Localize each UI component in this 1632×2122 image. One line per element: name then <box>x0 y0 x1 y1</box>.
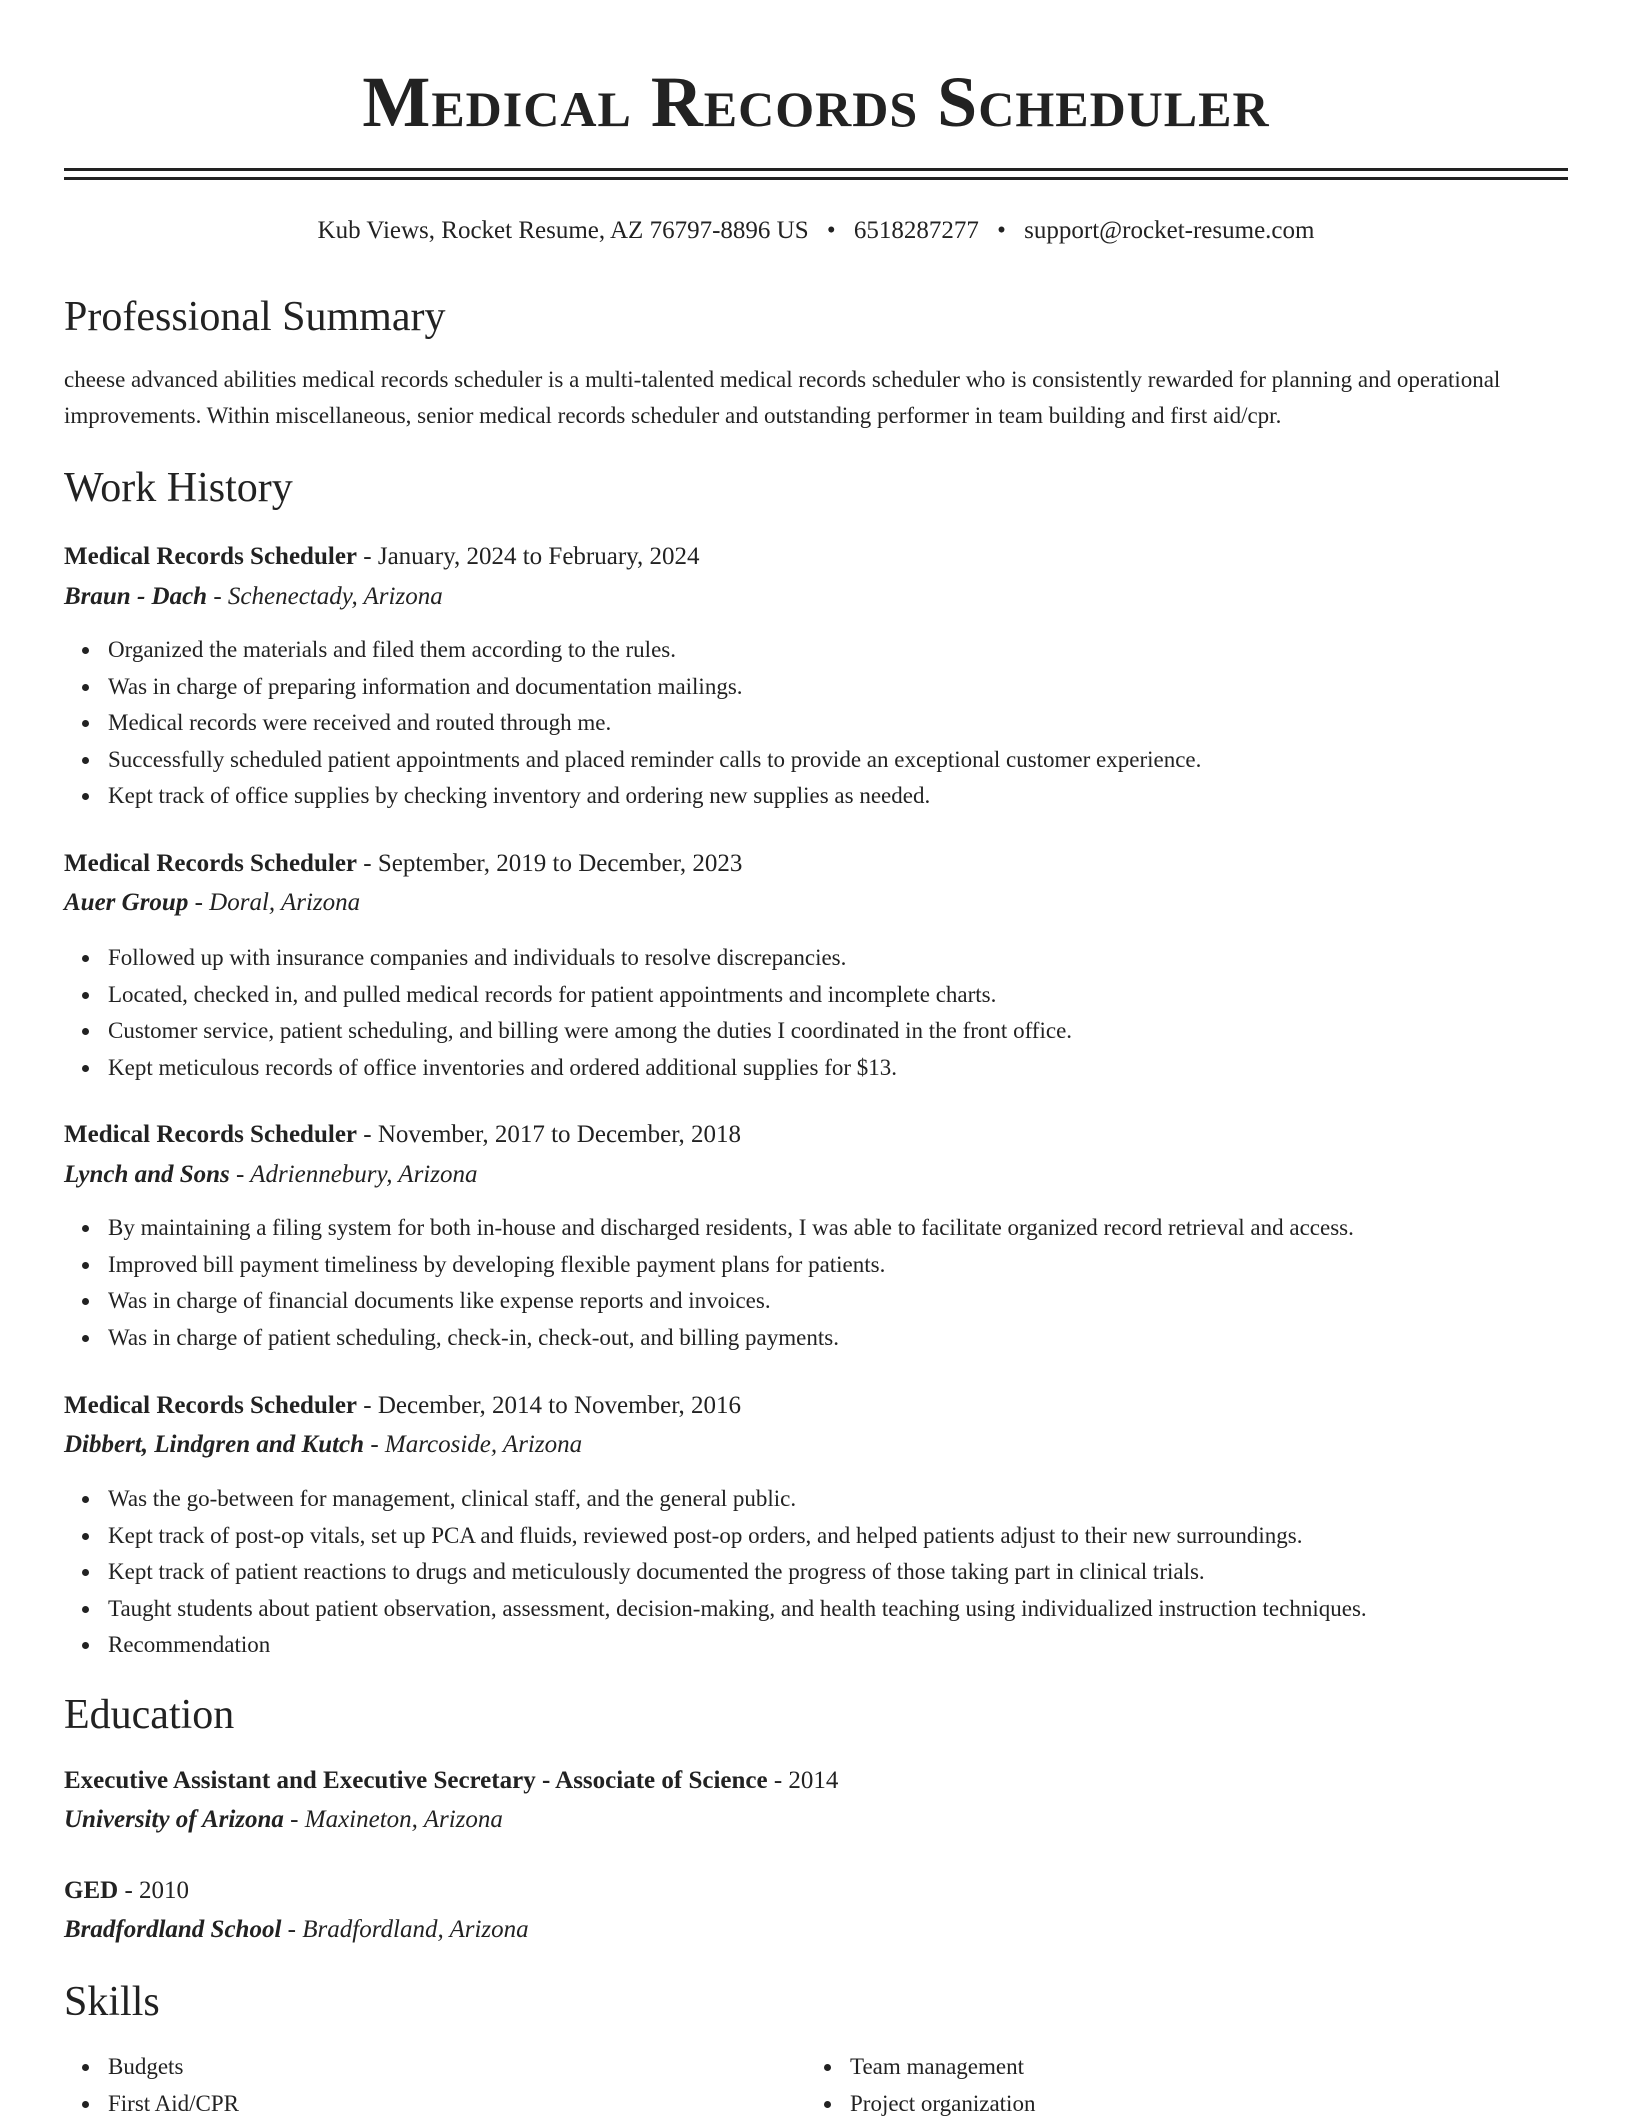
education-school: University of Arizona <box>64 1806 284 1833</box>
education-school: Bradfordland School <box>64 1916 281 1943</box>
list-item: Medical records were received and routed through me. <box>108 705 1201 742</box>
job-company: Lynch and Sons <box>64 1161 230 1188</box>
list-item: Project organization <box>850 2086 1550 2122</box>
section-title-work-history: Work History <box>64 463 293 513</box>
skills-list-right <box>850 2049 1550 2122</box>
education-location: - Maxineton, Arizona <box>284 1806 503 1833</box>
bullet-icon <box>82 1642 89 1649</box>
bullet-icon <box>82 955 89 962</box>
job-role: Medical Records Scheduler <box>64 1392 357 1419</box>
education-degree-line <box>64 1874 189 1908</box>
education-location: - Bradfordland, Arizona <box>281 1916 528 1943</box>
contact-address: Kub Views, Rocket Resume, AZ 76797-8896 US <box>318 217 809 244</box>
job-bullets <box>108 940 1072 1086</box>
list-item: By maintaining a filing system for both in-house and discharged residents, I was able to facilitate organized record retrieval and access. <box>108 1210 1354 1247</box>
job-company: Braun - Dach <box>64 583 207 610</box>
bullet-icon <box>82 1298 89 1305</box>
bullet-icon <box>82 793 89 800</box>
job-bullets <box>108 632 1201 815</box>
job-dates: - November, 2017 to December, 2018 <box>357 1121 741 1148</box>
education-degree: Executive Assistant and Executive Secretary - Associate of Science <box>64 1767 768 1794</box>
job-role: Medical Records Scheduler <box>64 543 357 570</box>
list-item: Kept track of office supplies by checking inventory and ordering new supplies as needed. <box>108 778 1201 815</box>
job-location: - Doral, Arizona <box>188 889 360 916</box>
bullet-icon <box>824 2064 831 2071</box>
bullet-icon <box>82 1262 89 1269</box>
bullet-icon <box>82 1569 89 1576</box>
bullet-icon <box>82 1606 89 1613</box>
contact-phone: 6518287277 <box>854 217 979 244</box>
bullet-icon <box>82 1225 89 1232</box>
list-item: Was in charge of patient scheduling, check-in, check-out, and billing payments. <box>108 1320 1354 1357</box>
list-item: Budgets <box>108 2049 808 2086</box>
job-location: - Adriennebury, Arizona <box>230 1161 478 1188</box>
list-item: Was in charge of preparing information and documentation mailings. <box>108 669 1201 706</box>
list-item: Team management <box>850 2049 1550 2086</box>
job-role: Medical Records Scheduler <box>64 850 357 877</box>
list-item: Located, checked in, and pulled medical records for patient appointments and incomplete charts. <box>108 977 1072 1014</box>
contact-email: support@rocket-resume.com <box>1024 217 1314 244</box>
bullet-icon <box>82 2101 89 2108</box>
bullet-icon <box>82 1065 89 1072</box>
section-title-education: Education <box>64 1690 234 1740</box>
bullet-icon <box>82 757 89 764</box>
job-company: Auer Group <box>64 889 188 916</box>
resume-page <box>64 0 1568 142</box>
bullet-icon <box>82 647 89 654</box>
bullet-icon <box>82 720 89 727</box>
job-company-line <box>64 1158 477 1192</box>
job-company-line <box>64 886 360 920</box>
bullet-icon <box>82 1496 89 1503</box>
job-location: - Schenectady, Arizona <box>207 583 443 610</box>
job-role: Medical Records Scheduler <box>64 1121 357 1148</box>
list-item: Recommendation <box>108 1627 1367 1664</box>
job-company-line <box>64 1428 582 1462</box>
contact-separator: • <box>997 217 1006 244</box>
job-title-line <box>64 540 700 574</box>
list-item: Successfully scheduled patient appointments and placed reminder calls to provide an exceptional customer experience. <box>108 742 1201 779</box>
bullet-icon <box>82 1533 89 1540</box>
bullet-icon <box>82 1335 89 1342</box>
section-title-summary: Professional Summary <box>64 292 445 342</box>
job-title-line <box>64 1389 741 1423</box>
contact-line <box>64 214 1568 248</box>
list-item: Improved bill payment timeliness by developing flexible payment plans for patients. <box>108 1247 1354 1284</box>
list-item: Followed up with insurance companies and individuals to resolve discrepancies. <box>108 940 1072 977</box>
list-item: Kept meticulous records of office inventories and ordered additional supplies for $13. <box>108 1050 1072 1087</box>
education-degree: GED <box>64 1877 118 1904</box>
header-rule-top <box>64 168 1568 171</box>
list-item: Organized the materials and filed them according to the rules. <box>108 632 1201 669</box>
job-dates: - September, 2019 to December, 2023 <box>357 850 742 877</box>
list-item: Taught students about patient observation, assessment, decision-making, and health teaching using individualized instruction techniques. <box>108 1591 1367 1628</box>
list-item: Kept track of post-op vitals, set up PCA and fluids, reviewed post-op orders, and helped patients adjust to their new surroundings. <box>108 1518 1367 1555</box>
summary-text: cheese advanced abilities medical records scheduler is a multi-talented medical records scheduler who is consistently rewarded for planning and operational improvements. Within miscellaneous, senior medical records scheduler and outstanding performer in team building and first aid/cpr. <box>64 362 1568 434</box>
education-degree-line <box>64 1764 838 1798</box>
job-bullets <box>108 1481 1367 1664</box>
list-item: First Aid/CPR <box>108 2086 808 2122</box>
skills-list-left <box>108 2049 808 2122</box>
job-location: - Marcoside, Arizona <box>364 1431 582 1458</box>
list-item: Customer service, patient scheduling, and billing were among the duties I coordinated in the front office. <box>108 1013 1072 1050</box>
job-company-line <box>64 580 443 614</box>
bullet-icon <box>82 684 89 691</box>
section-title-skills: Skills <box>64 1977 160 2027</box>
bullet-icon <box>82 2064 89 2071</box>
header-rule-bottom <box>64 177 1568 180</box>
education-school-line <box>64 1803 503 1837</box>
bullet-icon <box>82 992 89 999</box>
job-company: Dibbert, Lindgren and Kutch <box>64 1431 364 1458</box>
education-year: - 2014 <box>768 1767 839 1794</box>
bullet-icon <box>824 2101 831 2108</box>
education-school-line <box>64 1913 529 1947</box>
bullet-icon <box>82 1028 89 1035</box>
contact-separator: • <box>827 217 836 244</box>
job-dates: - January, 2024 to February, 2024 <box>357 543 700 570</box>
list-item: Was the go-between for management, clinical staff, and the general public. <box>108 1481 1367 1518</box>
job-dates: - December, 2014 to November, 2016 <box>357 1392 741 1419</box>
education-year: - 2010 <box>118 1877 189 1904</box>
job-title-line <box>64 847 742 881</box>
job-title-line <box>64 1118 741 1152</box>
resume-name: Medical Records Scheduler <box>64 62 1568 142</box>
list-item: Was in charge of financial documents like expense reports and invoices. <box>108 1283 1354 1320</box>
job-bullets <box>108 1210 1354 1356</box>
list-item: Kept track of patient reactions to drugs and meticulously documented the progress of those taking part in clinical trials. <box>108 1554 1367 1591</box>
